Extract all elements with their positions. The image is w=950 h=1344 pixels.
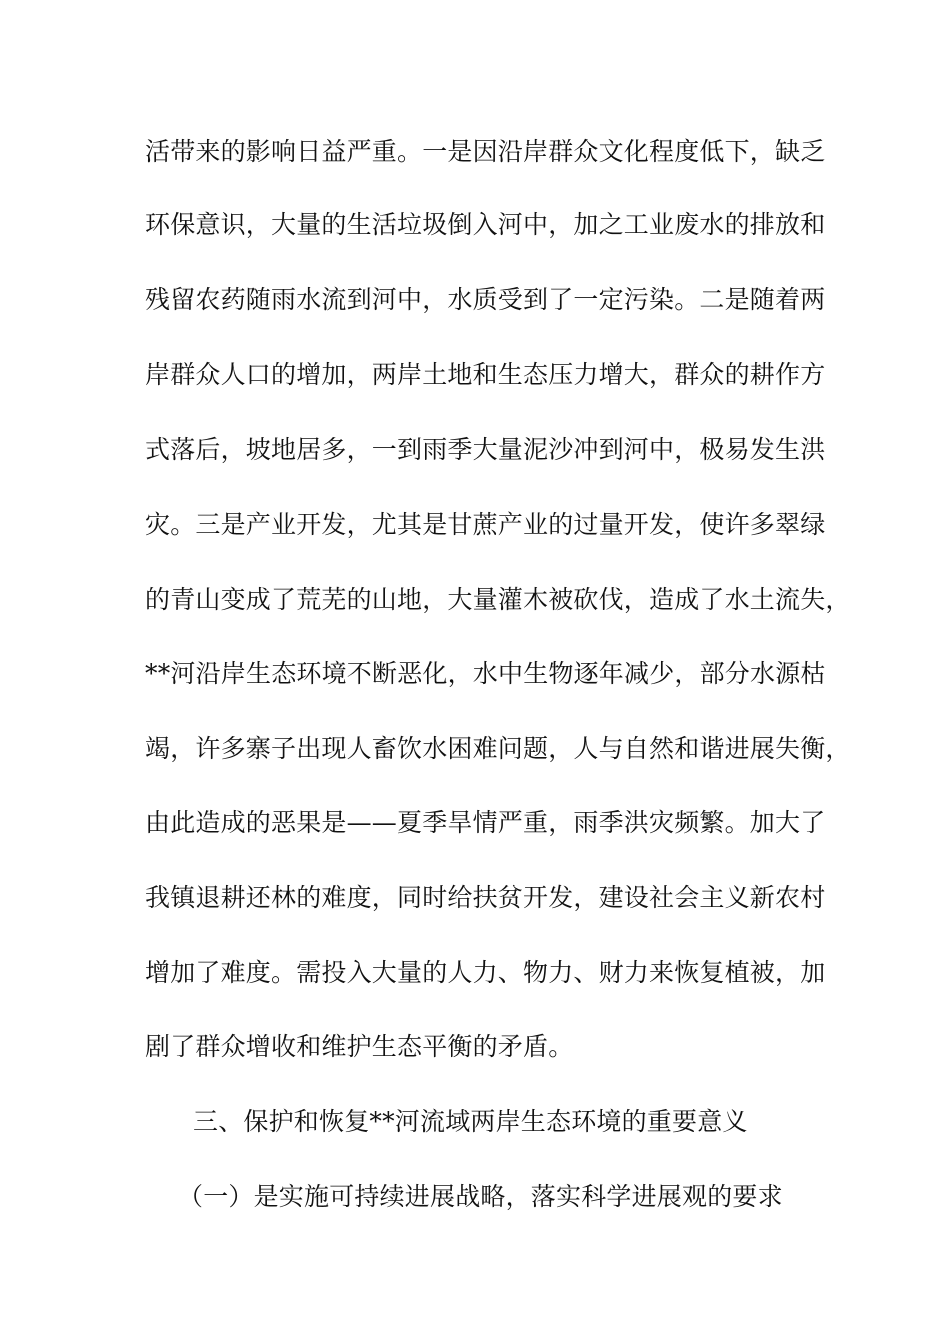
body-text-line: 由此造成的恶果是——夏季旱情严重，雨季洪灾频繁。加大了 <box>145 808 826 837</box>
body-text-line: 式落后，坡地居多，一到雨季大量泥沙冲到河中，极易发生洪 <box>145 435 826 464</box>
body-text-line: 残留农药随雨水流到河中，水质受到了一定污染。二是随着两 <box>145 285 826 314</box>
body-text-line: 增加了难度。需投入大量的人力、物力、财力来恢复植被，加 <box>145 958 826 987</box>
body-text-line: 岸群众人口的增加，两岸土地和生态压力增大，群众的耕作方 <box>145 360 826 389</box>
body-text-line: **河沿岸生态环境不断恶化，水中生物逐年减少，部分水源枯 <box>145 659 826 688</box>
body-text-line: 我镇退耕还林的难度，同时给扶贫开发，建设社会主义新农村 <box>145 883 826 912</box>
body-text-line: 活带来的影响日益严重。一是因沿岸群众文化程度低下，缺乏 <box>145 137 826 166</box>
body-text-line: 的青山变成了荒芜的山地，大量灌木被砍伐，造成了水土流失， <box>145 585 851 614</box>
section-heading: 三、保护和恢复**河流域两岸生态环境的重要意义 <box>193 1107 748 1136</box>
subsection-heading: （一）是实施可持续进展战略，落实科学进展观的要求 <box>178 1182 783 1211</box>
body-text-line: 环保意识，大量的生活垃圾倒入河中，加之工业废水的排放和 <box>145 210 826 239</box>
body-text-line: 剧了群众增收和维护生态平衡的矛盾。 <box>145 1032 574 1061</box>
body-text-line: 竭，许多寨子出现人畜饮水困难问题，人与自然和谐进展失衡， <box>145 734 851 763</box>
body-text-line: 灾。三是产业开发，尤其是甘蔗产业的过量开发，使许多翠绿 <box>145 510 826 539</box>
